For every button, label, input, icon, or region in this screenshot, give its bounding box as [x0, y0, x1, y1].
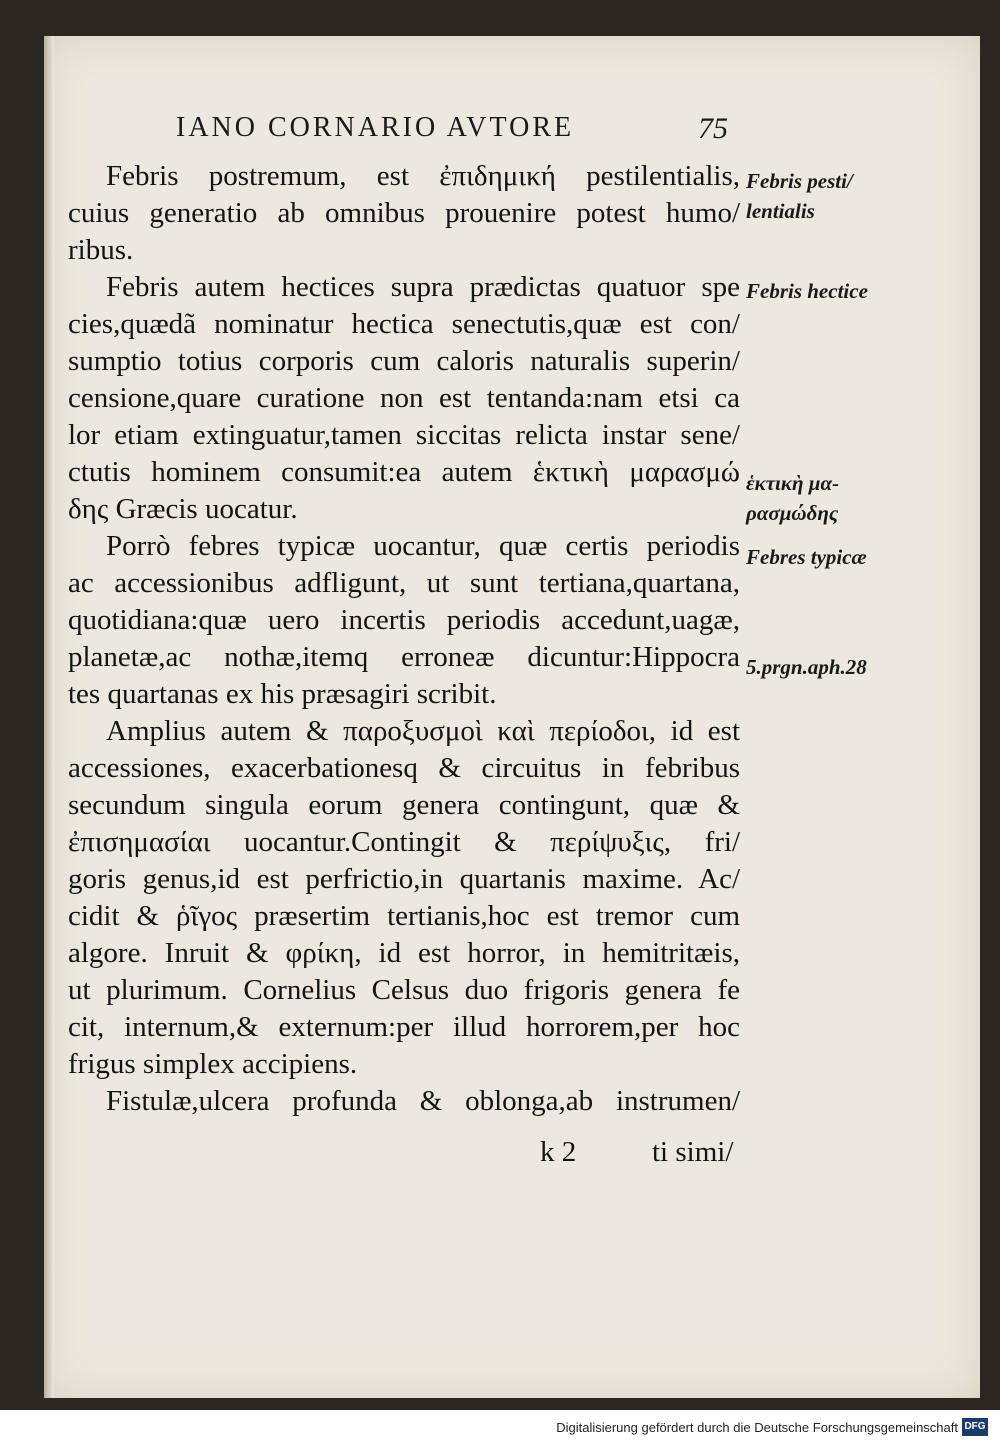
- margin-note-line: ρασμώδης: [746, 501, 839, 525]
- margin-note-line: lentialis: [746, 199, 815, 223]
- text-line: tes quartanas ex his præsagiri scribit.: [68, 678, 497, 710]
- page-edge-shadow: [44, 36, 54, 1398]
- margin-note-line: Febris pesti/: [746, 169, 853, 193]
- running-header: IANO CORNARIO AVTORE: [176, 112, 575, 143]
- funding-credit: Digitalisierung gefördert durch die Deutsche Forschungsgemeinschaft: [556, 1420, 958, 1435]
- text-line: ctutis hominem consumit:ea autem ἑκτικὴ μαρασμώ: [68, 456, 740, 488]
- text-line: Porrò febres typicæ uocantur, quæ certis periodis: [106, 530, 740, 562]
- text-line: cies,quædã nominatur hectica senectutis,quæ est con/: [68, 308, 740, 340]
- margin-note-line: Febres typicæ: [746, 545, 867, 569]
- digitization-footer: [0, 1410, 1000, 1448]
- folio-number: 75: [698, 112, 728, 145]
- text-line: sumptio totius corporis cum caloris naturalis superin/: [68, 345, 740, 377]
- text-line: Febris autem hectices supra prædictas quatuor spe: [106, 271, 740, 303]
- margin-note-febris-hectice: [746, 276, 868, 306]
- margin-note-line: Febris hectice: [746, 279, 868, 303]
- main-text-block: [68, 158, 740, 1120]
- text-line: cidit & ῥῖγος præsertim tertianis,hoc est tremor cum: [68, 900, 740, 932]
- margin-note-line: ἑκτικὴ μα-: [746, 471, 840, 495]
- text-line: ut plurimum. Cornelius Celsus duo frigoris genera fe: [68, 974, 740, 1006]
- text-line: lor etiam extinguatur,tamen siccitas relicta instar sene/: [68, 419, 740, 451]
- text-line: Amplius autem & παροξυσμοὶ καὶ περίοδοι, id est: [106, 715, 740, 747]
- text-line: secundum singula eorum genera contingunt, quæ &: [68, 789, 740, 821]
- catchword: ti simi/: [652, 1136, 734, 1168]
- text-line: goris genus,id est perfrictio,in quartanis maxime. Ac/: [68, 863, 740, 895]
- margin-note-febres-typicae: [746, 542, 867, 572]
- margin-note-greek-hectic: [746, 468, 839, 528]
- margin-note-aphorism-ref: [746, 652, 867, 682]
- text-line: accessiones, exacerbationesq & circuitus in febribus: [68, 752, 740, 784]
- text-line: cit, internum,& externum:per illud horrorem,per hoc: [68, 1011, 740, 1043]
- margin-note-line: 5.prgn.aph.28: [746, 655, 867, 679]
- text-line: quotidiana:quæ uero incertis periodis accedunt,uagæ,: [68, 604, 740, 636]
- text-line: ribus.: [68, 234, 134, 266]
- margin-note-febris-pestilentialis: [746, 166, 853, 226]
- text-line: Fistulæ,ulcera profunda & oblonga,ab instrumen/: [106, 1085, 740, 1117]
- dfg-logo: DFG: [962, 1418, 988, 1436]
- text-line: censione,quare curatione non est tentanda:nam etsi ca: [68, 382, 740, 414]
- text-line: algore. Inruit & φρίκη, id est horror, in hemitritæis,: [68, 937, 740, 969]
- text-line: δης Græcis uocatur.: [68, 493, 298, 525]
- text-line: ἐπισημασίαι uocantur.Contingit & περίψυξις, fri/: [68, 826, 740, 858]
- text-line: planetæ,ac nothæ,itemq erroneæ dicuntur:Hippocra: [68, 641, 740, 673]
- signature-mark: k 2: [540, 1136, 577, 1168]
- text-line: cuius generatio ab omnibus prouenire potest humo/: [68, 197, 740, 229]
- text-line: ac accessionibus adfligunt, ut sunt tertiana,quartana,: [68, 567, 740, 599]
- text-line: frigus simplex accipiens.: [68, 1048, 358, 1080]
- text-line: Febris postremum, est ἐπιδημική pestilentialis,: [106, 160, 740, 192]
